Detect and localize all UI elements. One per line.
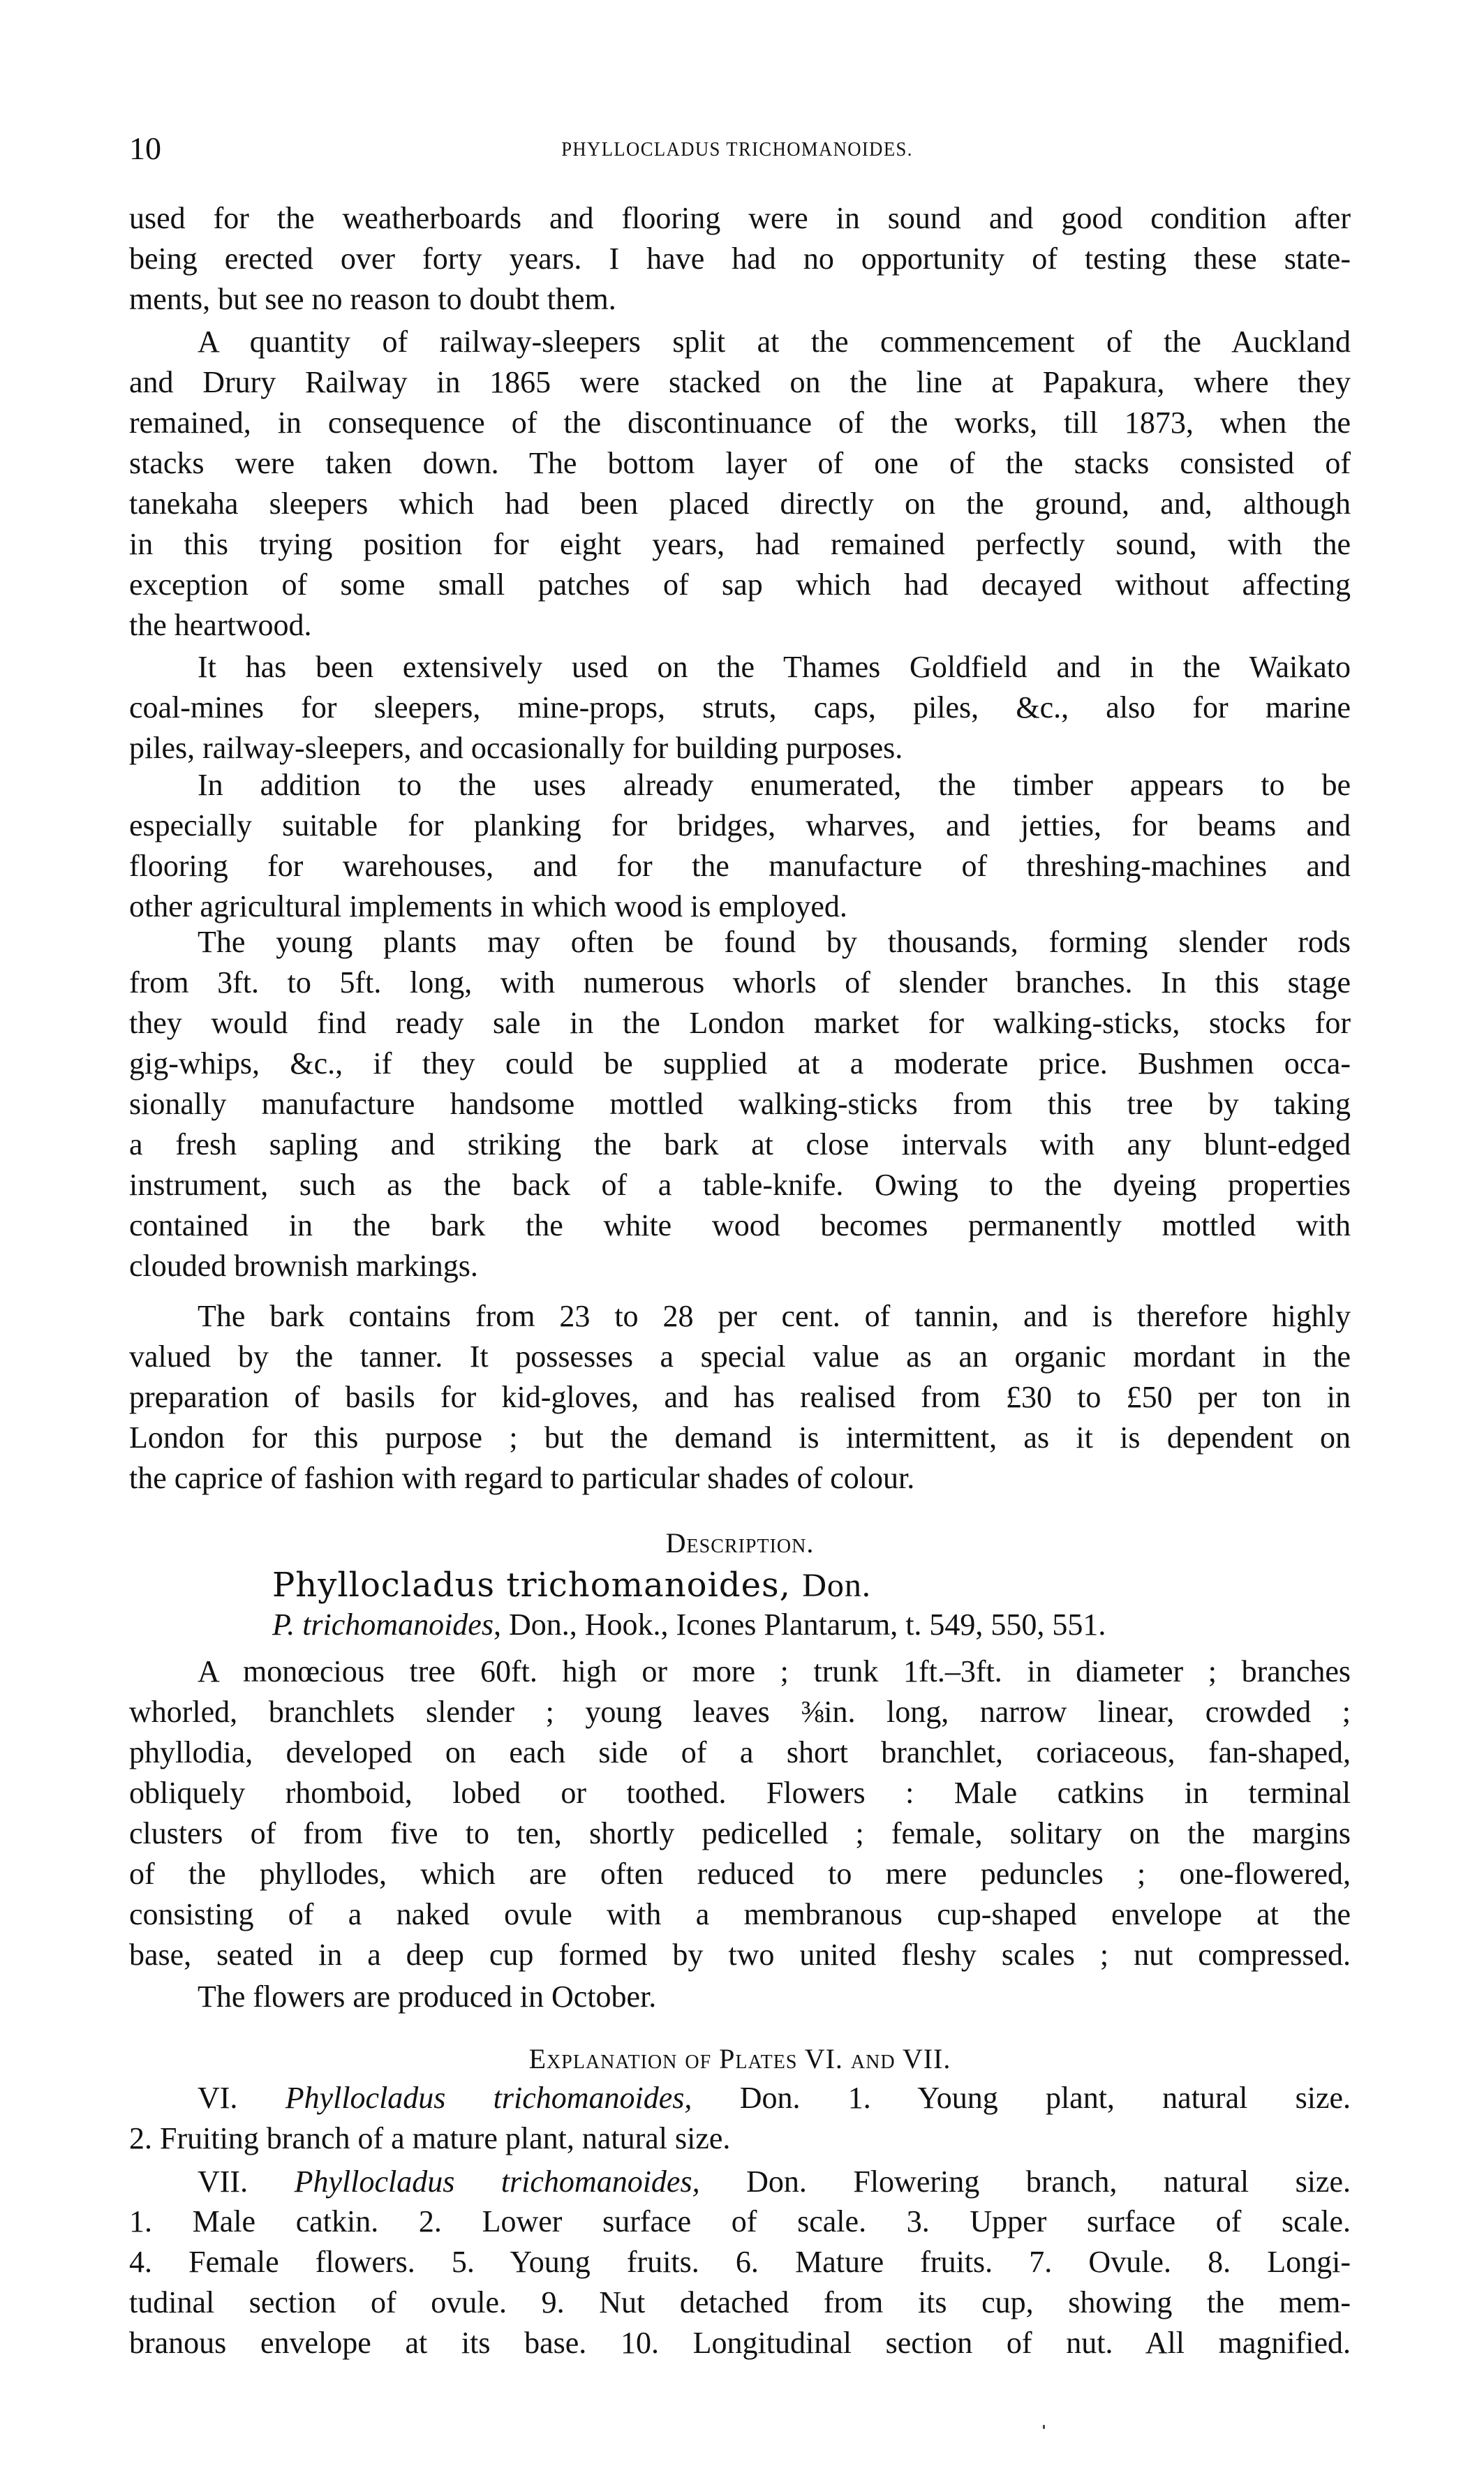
description-line: clusters of from five to ten, shortly pedicelled ; female, solitary on the margins (129, 1816, 1351, 1850)
section-heading-plates: Explanation of Plates VI. and VII. (528, 2043, 951, 2074)
body-line: tanekaha sleepers which had been placed directly on the ground, and, although (129, 487, 1351, 521)
body-line: being erected over forty years. I have had no opportunity of testing these state- (129, 242, 1351, 276)
plate-vii-line (198, 2162, 1351, 2202)
body-line: they would find ready sale in the London market for walking-sticks, stocks for (129, 1006, 1351, 1040)
body-line: sionally manufacture handsome mottled walking-sticks from this tree by taking (129, 1087, 1351, 1121)
body-line: piles, railway-sleepers, and occasionally for building purposes. (129, 731, 903, 765)
body-line: In addition to the uses already enumerated, the timber appears to be (198, 768, 1351, 802)
body-line: The young plants may often be found by thousands, forming slender rods (198, 925, 1351, 959)
body-line: London for this purpose ; but the demand is intermittent, as it is dependent on (129, 1420, 1351, 1455)
description-line: A monœcious tree 60ft. high or more ; trunk 1ft.–3ft. in diameter ; branches (198, 1654, 1351, 1688)
plate-vi-line: 2. Fruiting branch of a mature plant, natural size. (129, 2121, 731, 2155)
body-line: gig-whips, &c., if they could be supplied at a moderate price. Bushmen occa- (129, 1046, 1351, 1080)
synonym-name: P. trichomanoides (272, 1607, 494, 1642)
body-line: It has been extensively used on the Thames Goldfield and in the Waikato (198, 650, 1351, 684)
description-line: phyllodia, developed on each side of a short branchlet, coriaceous, fan-shaped, (129, 1735, 1351, 1769)
body-line: clouded brownish markings. (129, 1249, 478, 1283)
body-line: the caprice of fashion with regard to particular shades of colour. (129, 1461, 915, 1495)
description-line: base, seated in a deep cup formed by two united fleshy scales ; nut compressed. (129, 1938, 1351, 1972)
print-speck (1043, 2425, 1045, 2429)
flowering-note: The flowers are produced in October. (198, 1980, 657, 2014)
body-line: stacks were taken down. The bottom layer of one of the stacks consisted of (129, 446, 1351, 480)
plate-vii-line: branous envelope at its base. 10. Longitudinal section of nut. All magnified. (129, 2326, 1351, 2360)
body-line: the heartwood. (129, 608, 312, 642)
body-line: from 3ft. to 5ft. long, with numerous whorls of slender branches. In this stage (129, 965, 1351, 1000)
body-line: especially suitable for planking for bridges, wharves, and jetties, for beams and (129, 808, 1351, 842)
body-line: and Drury Railway in 1865 were stacked on the line at Papakura, where they (129, 365, 1351, 399)
species-binomial: Phyllocladus trichomanoides, (272, 1566, 791, 1605)
description-line: consisting of a naked ovule with a membranous cup-shaped envelope at the (129, 1897, 1351, 1931)
body-line: preparation of basils for kid-gloves, and has realised from £30 to £50 per ton in (129, 1380, 1351, 1414)
body-line: other agricultural implements in which wood is employed. (129, 889, 847, 923)
description-line: whorled, branchlets slender ; young leaves ⅜in. long, narrow linear, crowded ; (129, 1695, 1351, 1729)
plate-vii-line: 4. Female flowers. 5. Young fruits. 6. Mature fruits. 7. Ovule. 8. Longi- (129, 2245, 1351, 2279)
body-line: a fresh sapling and striking the bark at close intervals with any blunt-edged (129, 1127, 1351, 1161)
body-line: instrument, such as the back of a table-knife. Owing to the dyeing properties (129, 1168, 1351, 1202)
plate-vi-line (198, 2078, 1351, 2118)
body-line: coal-mines for sleepers, mine-props, struts, caps, piles, &c., also for marine (129, 690, 1351, 725)
plate-vii-line: tudinal section of ovule. 9. Nut detached from its cup, showing the mem- (129, 2285, 1351, 2319)
body-line: contained in the bark the white wood becomes permanently mottled with (129, 1208, 1351, 1242)
plate-vii-numeral: VII. (198, 2164, 248, 2199)
body-line: The bark contains from 23 to 28 per cent. of tannin, and is therefore highly (198, 1299, 1351, 1333)
synonym-citation: , Don., Hook., Icones Plantarum, t. 549, 550, 551. (493, 1607, 1106, 1642)
species-author: Don. (802, 1567, 871, 1604)
body-line: exception of some small patches of sap which had decayed without affecting (129, 567, 1351, 602)
plate-vi-species: Phyllocladus trichomanoides, (285, 2081, 692, 2115)
plate-vi-numeral: VI. (198, 2081, 238, 2115)
plate-vi-caption: Don. 1. Young plant, natural size. (739, 2081, 1351, 2115)
body-line: in this trying position for eight years, had remained perfectly sound, with the (129, 527, 1351, 561)
synonym-reference (272, 1605, 1106, 1645)
body-line: valued by the tanner. It possesses a special value as an organic mordant in the (129, 1339, 1351, 1374)
body-line: used for the weatherboards and flooring were in sound and good condition after (129, 201, 1351, 235)
description-line: obliquely rhomboid, lobed or toothed. Flowers : Male catkins in terminal (129, 1776, 1351, 1810)
page-number: 10 (129, 131, 161, 166)
body-line: remained, in consequence of the discontinuance of the works, till 1873, when the (129, 406, 1351, 440)
species-name (272, 1565, 871, 1606)
body-line: A quantity of railway-sleepers split at the commencement of the Auckland (198, 325, 1351, 359)
body-line: ments, but see no reason to doubt them. (129, 282, 616, 316)
plate-vii-species: Phyllocladus trichomanoides, (294, 2164, 700, 2199)
running-head: PHYLLOCLADUS TRICHOMANOIDES. (561, 138, 913, 161)
description-line: of the phyllodes, which are often reduced to mere peduncles ; one-flowered, (129, 1857, 1351, 1891)
body-line: flooring for warehouses, and for the manufacture of threshing-machines and (129, 849, 1351, 883)
plate-vii-line: 1. Male catkin. 2. Lower surface of scale. 3. Upper surface of scale. (129, 2204, 1351, 2238)
plate-vii-caption: Don. Flowering branch, natural size. (746, 2164, 1351, 2199)
section-heading-description: Description. (665, 1527, 815, 1559)
